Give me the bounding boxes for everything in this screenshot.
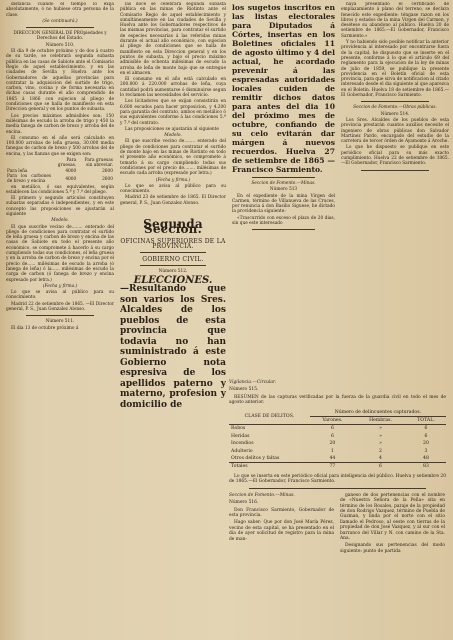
paragraph: ganeso de dos pertenencias con el nombre de «Nuestra Señora de la Peña» sita en término de los Rosales, paraje de la propiedad de don Rodrigo Vazquez, término de Puebla de Guzman, y linda por el norte con el sitio llamado el Pedroso, al oeste con tierras de la propiedad de don José Vazquez, y al sur con el barranco del Villar y N. con camino de la Sta. Ana. [340,492,445,541]
paragraph: Madrid 22 de setiembre de 1865. —El Director general, P. S., Juan Gonzalez Alonso. [6,301,114,313]
paragraph: Don Francisco Sarmiento, Gobernador de esta provincia. [229,507,334,518]
notice-number: Número 514. [380,111,410,117]
table-cell: 44 [329,456,336,462]
table-header: Varones. [310,417,355,425]
section-subheading: Vigilancia.—Circular. [229,380,277,385]
table-cell: » [379,441,382,447]
paragraph: Y no habiendo sido posible notificar la anterior providencia al interesado por encontrarse fuera de la capital, he dispuesto que se inserte en el presente, conforme á lo que el artículo 69 del reglamento para la ejecucion de la ley de minas de julio de 1859, se publique la presente providencia en el Boletín oficial de esta provincia, para que sirva de notificacion al citado interesado desde el dia siguiente al que aparezca en el Boletín. Huelva 18 de setiembre de 1865.—El Gobernador, Francisco Sarmiento. [341,40,449,99]
paragraph: Hago saber: Que por don José María Pérez, vecino de esta capital, se ha presentado en el dia de ayer solicitud de registro para la mina de man- [229,520,334,542]
model-heading: Modelo. [164,133,182,139]
signature-note: (Fecha y firma.) [42,283,78,289]
table-cell: Totales [231,464,248,470]
divider [140,252,206,253]
table-cell: Incendios [231,441,254,447]
table-row [229,448,446,455]
table-cell: » [379,433,382,439]
column-2 [120,2,226,640]
paragraph: En el expediente de la mina Virgen del Carmen, término de Villanueva de las Cruces, por renuncia á don Basilio Siguese, he dictado la providencia siguiente: [232,193,335,215]
capture-table [229,409,446,471]
divider [252,229,315,230]
table-row [229,455,446,463]
table-header: Para gruesas sin abreviar. [84,158,113,169]
paragraph: El que suscribe vecino de........ enterado del pliego de condiciones para contratar el surtido de monte bajo en las minas de Riotinto en todo el presente año económico, se compromete á tomarlo á su cargo cumpliendo todas sus condiciones por el precio de........ milésimas de escudo cada arroba (expresado por letra.) [120,139,226,177]
table-cell: 83 [423,464,429,470]
table-header: Para gruesas. [57,158,77,169]
section-title: DIRECCION GENERAL DE PROpiedades y Derechos del Estado. [13,31,107,42]
column-1 [6,2,114,640]
table-cell: Otros delitos y faltas [231,456,280,462]
divider [249,488,426,489]
paragraph: haya presentado el certificado de emplazamiento á plano del terreno, se declara fenecido este expediente: téngase razon en los libros y estados de la mina Virgen del Carmen, y desétese su abandono al público. Huelva 20 de setiembre de 1865.—El Gobernador, Francisco Sarmiento.» [341,2,449,39]
table-cell: » [379,426,382,432]
table-cell: 6 [424,433,428,439]
table-cell: 6 [330,426,334,432]
notice-number: Número 512. [158,269,188,275]
capture-summary-block [229,380,446,556]
table-cell: Heridas [231,433,250,439]
government-heading: GOBIERNO CIVIL. [142,256,204,264]
paragraph: El que suscribe vecino de........ enterado del pliego de condiciones para contratar el surtido de leña gruesa y carbon de brezo y encina de las casas de Sabiote en todo el presente año económico, se compromete á hacerlo á su cargo cumpliendo todas sus condiciones, el leña gruesa y en la arroba de carbon de brezo y encina por el precio de...... milésimas de escudo la arroba (ó fanega de leña) ó la...... milésimas de escudo la carga de carbon (ó fanega de brezo y encina expresado por letra.) [6,224,114,283]
table-total-row [229,463,446,471]
paragraph: Los Sres. Alcaldes de los pueblos de esta provincia prestarán cuantos auxilios necesite el ingeniero de obras públicas don Salvador Martínez Pardo, encargado del estudio de la carretera de tercer órden de Ayamonte á Aroche. [341,117,449,145]
paragraph: Lo que se inserta en este periódico oficial para inteligencia del público. Huelva y setiembre 20 de 1865.—El Gobernador, Francisco Sarmiento. [229,473,446,485]
paragraph: «Trascurrido con exceso el plazo de 20 dias, sin que este interesado [232,215,335,227]
divider [361,170,429,171]
table-cell: Para los carbones de brezo y encina [7,173,52,185]
section-subheading: Seccion de Fomento.—Minas. [229,492,295,498]
paragraph: El dia 13 de octubre próximo á [11,325,79,331]
table-cell: 4 [379,456,382,462]
paragraph: en metálico, ó sus equivalentes, según establecen las condiciones 5.ª y 7.ª del pliego. [6,184,114,195]
table-row [229,433,446,440]
table-header: Número de delincuentes capturados. [310,409,446,417]
signature-note: (Fecha y firma.) [155,177,191,183]
paragraph: distancia cuando el tiempo lo exija absolutamente, ó no hubiese otra persona de la clase. [6,2,114,18]
table-row [229,425,446,433]
table-cell: 6 [424,426,428,432]
table-cell: 1 [330,448,334,454]
paragraph: Los precios máximos admisibles son: 150 milésimas de escudo la arroba de trigo y 450 la media fanega de carbon de brezo y arroba del de encina. [6,113,114,135]
paragraph: Lo que se avisa al público para su conocimiento. [120,183,226,195]
table-cell: 4000 [65,176,77,182]
bond-table [6,158,114,184]
paragraph: El consumo en el año está calculado en 200.000 á 220.000 arrobas de leña, cuya cantidad podrá aumentarse ó disminuirse segun lo reclamen las necesidades del servicio. [120,77,226,99]
paragraph: Las proposiciones se ajustarán al siguiente [125,126,219,132]
notice-number: Número 510. [45,42,75,48]
table-cell: Robos [231,426,246,432]
notice-number: Número 516. [229,500,259,506]
footer-columns [229,493,446,556]
summary-title: RESÚMEN de las capturas verificadas por la fuerza de la guardia civil en todo el mes de agosto anterior. [229,394,446,406]
divider [252,177,315,178]
notice-number: Número 513 [269,187,298,193]
model-heading: Modelo. [51,218,69,224]
table-cell: 2600 [102,176,113,182]
footer-column-left [229,493,334,556]
table-cell: 3 [424,448,428,454]
divider [361,101,429,102]
divider [26,315,94,316]
section-subheading: Seccion de Fomento.—Minas. [251,181,316,186]
table-cell: Adulterio [231,448,253,454]
divider [140,265,206,266]
table-row [229,440,446,447]
paragraph: Lo que he dispuesto se publique en este periódico oficial para su más exacto cumplimiento. Huelva 22 de setiembre de 1865.—El Gobernador, Francisco Sarmiento. [341,145,449,167]
paragraph: Designando sus pertenencias del modo siguiente: punto de partida [340,543,445,554]
table-cell: 48 [423,456,429,462]
continued-note: (Se continuará.) [42,18,78,24]
divider [26,27,94,28]
table-cell: 6 [379,464,382,470]
table-cell: 77 [329,464,336,470]
paragraph: El consumo en el año será calculado en 100.000 arrobas de leña gruesa, 30.000 media fanegas de carbon de brezo y 500 arrobas del de encina, y las fianzas que se exigen son: [6,135,114,157]
paragraph: El primero y segundo artículos constituyen subastas separadas é independientes, y en este concepto las proposiciones se ajustarán al siguiente [6,196,114,217]
table-cell: 2600 [102,168,113,174]
paragraph: Lo que se avisa al público para su conocimiento. [6,290,114,301]
table-cell: 4000 [65,168,77,174]
elections-heading: ELECCIONES. [133,274,213,286]
notice-number: Número 515. [229,387,259,393]
paragraph: Madrid 23 de setiembre de 1865. El Director general, P. S., Juan Gonzalez Alonso. [120,195,226,206]
table-header: Hembras. [355,417,406,425]
table-row [6,174,114,185]
elections-notice: —Resultando que son varios los Sres. Alcaldes de los pueblos de esta provincia que todavia no han suministrado á este Gobierno nota espresiva de los apellidos paterno y materno, profesion y domicilio de [120,284,226,410]
paragraph: Los licitadores que se exijan consistirán en 6.600 escudos para hacer proposicion, y 4.200 para garantía del contrato, ambos en metálico ó sus equivalentes conforme á las condiciones 5.ª y 7.ª del contrato. [120,99,226,126]
table-cell: 20 [423,441,429,447]
notice-number: Número 511. [45,319,75,325]
paragraph: El dia 9 de octubre próximo y de dos á cuatro de su tarde, se celebrará segunda subasta pública en las casas de Sabiote ante el Comisario Regio de aquel establecimiento, y en las ciudades de Sevilla y Huelva ante los Gobernadores de aquellas provincias para contratar la adquisicion del surtido de trigo, carbon, vino, cocina y de forma necesaria en dichas casas durante el año comprendido de 1865 á 1866 con sujecion al pliego de condiciones que se halla de manifiesto en esta Direccion general y en los puntos de subasta. [6,49,114,113]
paragraph: las doce se celebrará segunda subasta pública en las minas de Riotinto ante el Comisario Regio de aquel establecimiento y simultáneamente en las ciudades de Sevilla y Huelva ante los Gobernadores respectivos de las mismas provincias, para contratar el surtido de especies necesarias á las referidas minas durante el actual año económico, con sujecion al pliego de condiciones que se halla de manifiesto en esta Direccion general y en los puntos de subasta, y bajo el precio máximo admisible de ochenta milésimas de escudo la arroba de leña de monte bajo que se entregue en el almacen. [120,2,226,76]
footer-column-right [340,493,445,556]
section-subheading: Seccion de Fomento.—Obras públicas. [353,105,437,111]
table-header: TOTAL. [406,417,446,425]
table-cell: 6 [330,433,334,439]
elections-notice-continued: los sugetos inscritos en las listas electorales para Diputados á Córtes, insertas en los Boletines oficiales 11 de agosto último y 4 del actual, he acordado prevenir á las espresadas autoridades locales cuiden de remitir dichos datos para antes del dia 10 del próximo mes de octubre, confiando de su celo evitarán dar márgen á nuevos recuerdos. Huelva 27 de setiembre de 1865 —Francisco Sarmiento. [232,3,335,174]
table-header: CLASE DE DELITOS. [229,409,310,425]
office-heading: OFICINAS SUPERIORES DE LA PROVINCIA. [120,237,226,250]
table-cell: 2 [379,448,382,454]
table-cell: 20 [329,441,336,447]
section-heading: Segunda Seccion. [143,216,203,237]
table-cell: Para leña [7,168,28,174]
